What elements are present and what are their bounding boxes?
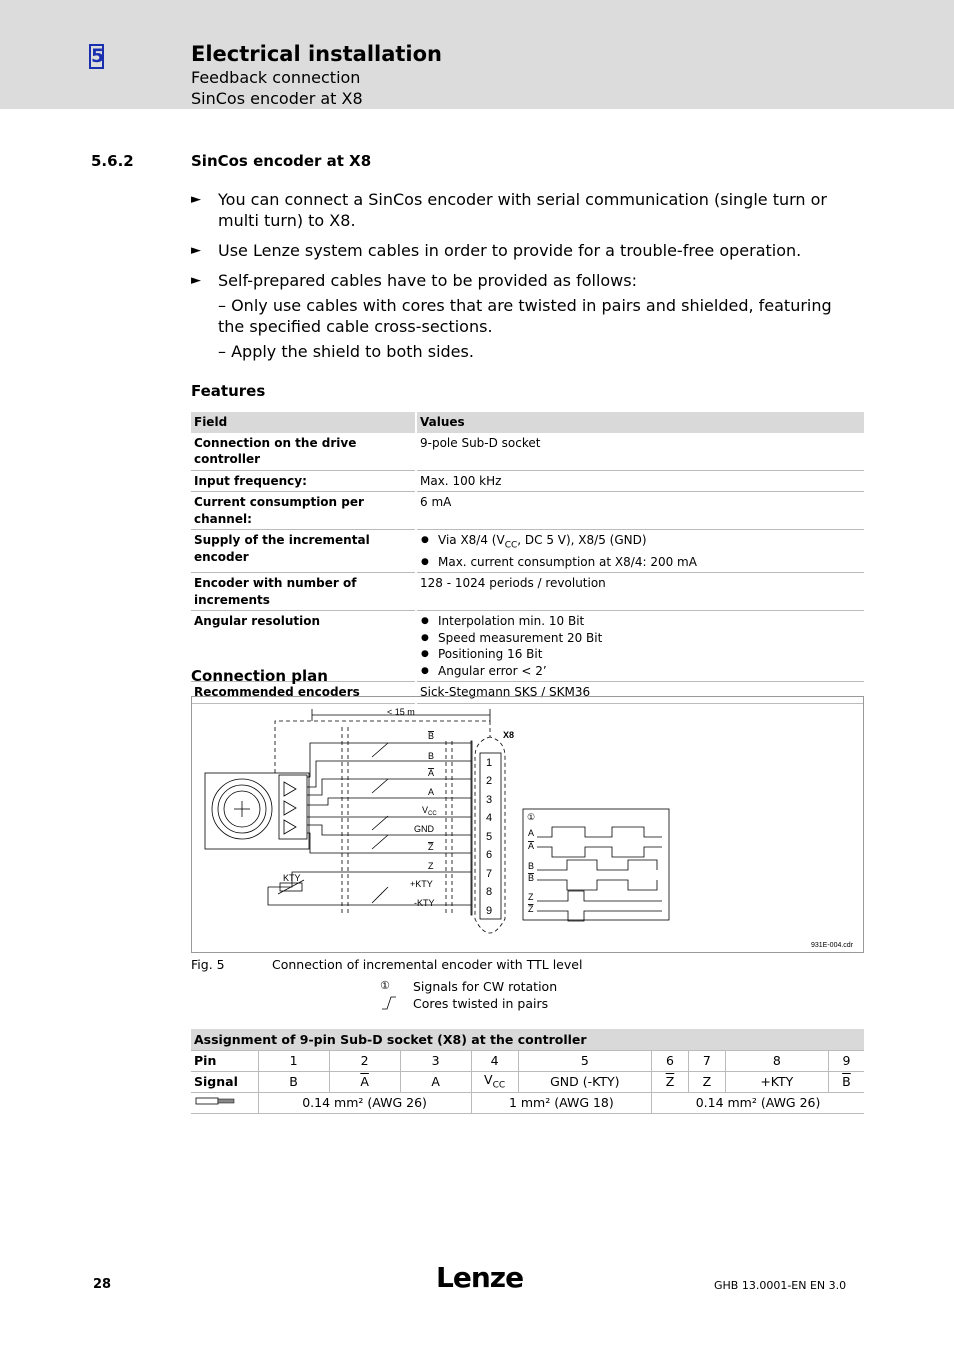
pin-cell: 7: [688, 1050, 725, 1071]
table-row: [191, 492, 864, 530]
value-cell: 6 mA: [416, 492, 864, 530]
value-cell: [416, 530, 864, 573]
header-subtitle: SinCos encoder at X8: [191, 89, 363, 108]
dash-item: – Apply the shield to both sides.: [218, 342, 474, 361]
table-row: [191, 1092, 864, 1113]
value-list-item: ● Interpolation min. 10 Bit: [420, 613, 861, 630]
table-row: [191, 530, 864, 573]
signal-cell: +KTY: [725, 1071, 828, 1092]
value-list: [420, 613, 861, 679]
wave-label: A: [528, 828, 535, 838]
value-list-item: ● Via X8/4 ($V_{CC}$, DC 5 V), X8/5 (GND): [420, 532, 861, 554]
table-title: Assignment of 9-pin Sub-D socket (X8) at the controller: [191, 1029, 864, 1050]
value-cell: Sick-Stegmann SKS / SKM36: [416, 682, 864, 704]
bullet-text: You can connect a SinCos encoder with serial communication (single turn or multi turn) to X8.: [218, 190, 827, 230]
connector-label: X8: [503, 730, 515, 740]
pin-cell: 5: [518, 1050, 652, 1071]
pin-number: 9: [486, 905, 493, 917]
column-header: Values: [416, 412, 864, 433]
pin-number: 2: [486, 775, 493, 787]
bullet-arrow-icon: ►: [191, 243, 201, 258]
lenze-logo: Lenze: [436, 1261, 524, 1294]
field-cell: Encoder with number of increments: [191, 573, 416, 611]
legend-text: Cores twisted in pairs: [413, 996, 549, 1011]
table-row: [191, 470, 864, 492]
pin-cell: 3: [400, 1050, 471, 1071]
bullet-arrow-icon: ►: [191, 192, 201, 207]
signal-label: GND: [414, 824, 434, 834]
value-cell: 128 - 1024 periods / revolution: [416, 573, 864, 611]
shield-line: [275, 721, 493, 773]
wave-label: Z: [528, 892, 534, 902]
signal-label: Z: [428, 861, 434, 871]
encoder-body: [205, 773, 309, 849]
row-label: Pin: [191, 1050, 258, 1071]
value-cell: 9-pole Sub-D socket: [416, 433, 864, 471]
row-label: Signal: [191, 1071, 258, 1092]
figure-caption: Connection of incremental encoder with TTL level: [272, 957, 583, 972]
kty-label: KTY: [283, 873, 301, 883]
header-title: Electrical installation: [191, 42, 442, 66]
signal-label: B: [428, 731, 435, 741]
signal-label: Z: [428, 842, 434, 852]
legend-text: Signals for CW rotation: [413, 979, 558, 994]
pin-cell: 9: [828, 1050, 864, 1071]
section-title: SinCos encoder at X8: [191, 152, 372, 170]
field-cell: Current consumption per channel:: [191, 492, 416, 530]
signal-cell: $\overline{B}$: [828, 1071, 864, 1092]
wave-label: Z: [528, 904, 534, 914]
field-cell: Connection on the drive controller: [191, 433, 416, 471]
field-cell: Recommended encoders: [191, 682, 416, 704]
connection-plan-heading: Connection plan: [191, 667, 328, 685]
document-reference: GHB 13.0001-EN EN 3.0: [714, 1279, 847, 1292]
signal-cell: Z: [688, 1071, 725, 1092]
signal-cell: B: [258, 1071, 329, 1092]
wave-label: A: [528, 841, 535, 851]
field-cell: Angular resolution: [191, 611, 416, 682]
features-table: [191, 412, 864, 704]
table-row: [191, 433, 864, 471]
pin-cell: 6: [652, 1050, 689, 1071]
signal-cell: $\overline{A}$: [329, 1071, 400, 1092]
pin-number: 4: [486, 812, 493, 824]
pin-number: 1: [486, 757, 493, 769]
signal-label: -KTY: [414, 898, 435, 908]
column-header: Field: [191, 412, 416, 433]
signal-label: A: [428, 768, 435, 778]
signal-label: $V_{CC}$: [422, 805, 437, 817]
table-row: [191, 573, 864, 611]
pin-number: 3: [486, 794, 493, 806]
field-cell: Input frequency:: [191, 470, 416, 492]
pin-number: 5: [486, 831, 493, 843]
bullet-text: Self-prepared cables have to be provided as follows:: [218, 271, 637, 290]
pin-number: 6: [486, 849, 493, 861]
waveform-box: [523, 809, 669, 920]
drawing-reference: 931E-004.cdr: [811, 942, 854, 949]
table-header-row: [191, 412, 864, 433]
value-list-item: ● Max. current consumption at X8/4: 200 mA: [420, 554, 861, 571]
bullet-arrow-icon: ►: [191, 273, 201, 288]
pin-cell: 1: [258, 1050, 329, 1071]
cable-icon-cell: [191, 1092, 258, 1113]
pin-cell: 2: [329, 1050, 400, 1071]
encoder-electronics: [279, 775, 307, 839]
signal-label: +KTY: [410, 879, 433, 889]
signal-cell: $V_{CC}$: [471, 1071, 518, 1092]
field-cell: Supply of the incremental encoder: [191, 530, 416, 573]
header-subtitle: Feedback connection: [191, 68, 361, 87]
wave-label: B: [528, 861, 535, 871]
value-list-item: ● Angular error < 2’: [420, 663, 861, 680]
wave-label: B: [528, 873, 535, 883]
table-row: [191, 1050, 864, 1071]
cw-legend-icon: ①: [380, 979, 390, 992]
twisted-pair-icon: [381, 996, 397, 1010]
pin-cell: 8: [725, 1050, 828, 1071]
signal-cell: $\overline{Z}$: [652, 1071, 689, 1092]
signal-cell: A: [400, 1071, 471, 1092]
cross-section-cell: 1 mm² (AWG 18): [471, 1092, 651, 1113]
length-label: < 15 m: [387, 707, 415, 717]
value-list-item: ● Positioning 16 Bit: [420, 646, 861, 663]
signal-cell: GND (-KTY): [518, 1071, 652, 1092]
bullet-text: Use Lenze system cables in order to provide for a trouble-free operation.: [218, 241, 802, 260]
table-row: [191, 1071, 864, 1092]
value-cell: Max. 100 kHz: [416, 470, 864, 492]
figure-label: Fig. 5: [191, 957, 225, 972]
value-list-item: ● Speed measurement 20 Bit: [420, 630, 861, 647]
chapter-number: 5: [91, 45, 105, 67]
connection-diagram: [191, 696, 864, 953]
value-list: [420, 532, 861, 570]
pin-number: 7: [486, 868, 493, 880]
pin-cell: 4: [471, 1050, 518, 1071]
cross-section-cell: 0.14 mm² (AWG 26): [258, 1092, 471, 1113]
page-header: [0, 0, 954, 109]
features-heading: Features: [191, 382, 266, 400]
page-number: 28: [93, 1277, 112, 1292]
cross-section-cell: 0.14 mm² (AWG 26): [652, 1092, 864, 1113]
section-number: 5.6.2: [91, 152, 134, 170]
dash-item: – Only use cables with cores that are twisted in pairs and shielded, featuring the specified cable cross-sections.: [218, 296, 832, 336]
wiring-diagram: [192, 697, 863, 952]
pin-number: 8: [486, 886, 493, 898]
pin-assignment-table: [191, 1029, 864, 1114]
table-header-row: [191, 1029, 864, 1050]
value-cell: [416, 611, 864, 682]
cable-icon: [194, 1095, 236, 1107]
cw-marker: ①: [527, 812, 536, 822]
signal-label: B: [428, 751, 435, 761]
signal-label: A: [428, 787, 435, 797]
